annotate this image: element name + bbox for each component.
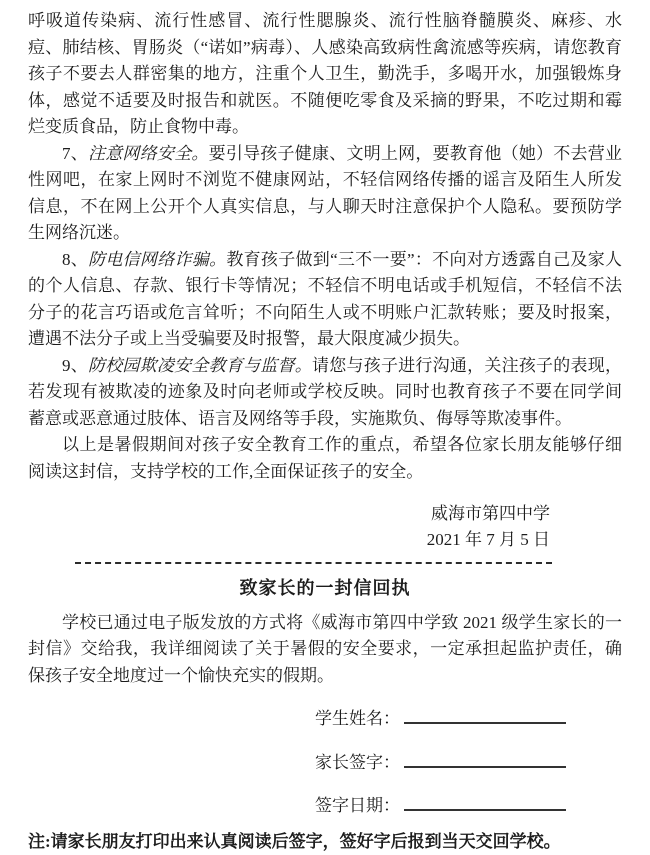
item-text: 教育孩子做到“三不一要”：不向对方透露自己及家人的个人信息、存款、银行卡等情况；不轻信不明电话或手机短信，不轻信不法分子的花言巧语或危言耸听；不向陌生人或不明账户汇款转账；要及时报案，遭遇不法分子或上当受骗要及时报警，最大限度减少损失。 [28,250,622,349]
paragraph-item-9 [28,353,622,433]
field-parent-signature [315,749,622,777]
field-label-signature-date: 签字日期： [315,793,400,820]
field-signature-date [315,792,622,820]
paragraph-item-8 [28,247,622,353]
field-student-name [315,705,622,733]
paragraph-item-7 [28,141,622,247]
paragraph-text: 学校已通过电子版发放的方式将《威海市第四中学致 2021 级学生家长的一封信》交给我，我详细阅读了关于暑假的安全要求，一定承担起监护责任，确保孩子安全地度过一个愉快充实的假期。 [28,613,622,685]
blank-line-student-name [404,705,566,724]
blank-line-parent-signature [404,749,566,768]
field-label-parent-signature: 家长签字： [315,750,400,777]
item-heading: 防校园欺凌安全教育与监督。 [88,356,312,375]
item-number: 8、 [62,250,88,269]
print-note: 注:请家长朋友打印出来认真阅读后签字，签好字后报到当天交回学校。 [28,829,622,855]
item-heading: 注意网络安全。 [88,144,209,163]
signature-block [28,501,622,553]
paragraph-closing [28,432,622,485]
receipt-title: 致家长的一封信回执 [28,575,622,602]
item-number: 7、 [62,144,88,163]
paragraph-text: 以上是暑假期间对孩子安全教育工作的重点，希望各位家长朋友能够仔细阅读这封信，支持学校的工作,全面保证孩子的安全。 [28,435,622,481]
paragraph-health-continuation [28,8,622,141]
blank-line-signature-date [404,792,566,811]
item-text: 请您与孩子进行沟通，关注孩子的表现，若发现有被欺凌的迹象及时向老师或学校反映。同时也教育孩子不要在同学间蓄意或恶意通过肢体、语言及网络等手段，实施欺负、侮辱等欺凌事件。 [28,356,622,428]
paragraph-text: 呼吸道传染病、流行性感冒、流行性腮腺炎、流行性脑脊髓膜炎、麻疹、水痘、肺结核、胃肠炎（“诺如”病毒）、人感染高致病性禽流感等疾病，请您教育孩子不要去人群密集的地方，注重个人卫生，勤洗手，多喝开水，加强锻炼身体，感觉不适要及时报告和就医。不随便吃零食及采摘的野果，不吃过期和霉烂变质食品，防止食物中毒。 [28,11,622,136]
item-text: 要引导孩子健康、文明上网，要教育他（她）不去营业性网吧，在家上网时不浏览不健康网站，不轻信网络传播的谣言及陌生人所发信息，不在网上公开个人真实信息，与人聊天时注意保护个人隐私。要预防学生网络沉迷。 [28,144,622,243]
receipt-paragraph [28,610,622,690]
school-name: 威海市第四中学 [28,501,550,527]
item-number: 9、 [62,356,88,375]
field-label-student-name: 学生姓名： [315,706,400,733]
cut-dashed-line [75,562,552,564]
letter-date: 2021 年 7 月 5 日 [28,527,550,553]
item-heading: 防电信网络诈骗。 [88,250,226,269]
